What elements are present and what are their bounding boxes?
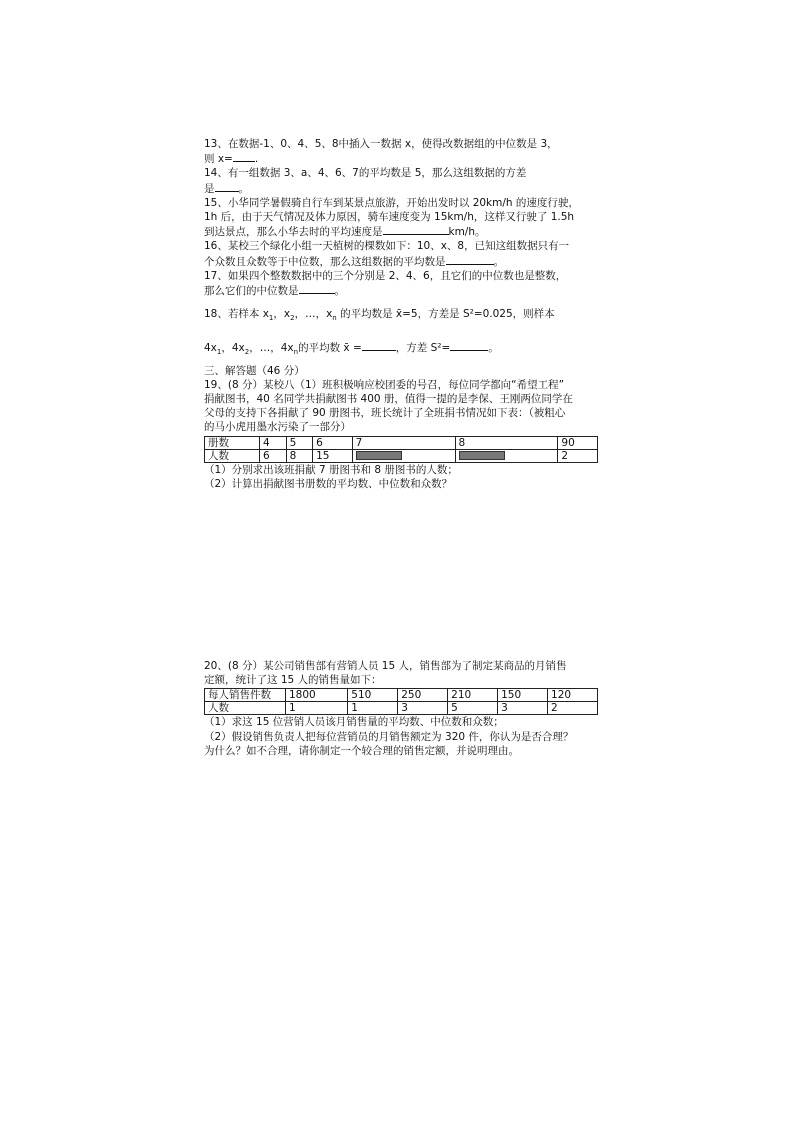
table-row: 人数 1 1 3 5 3 2 [205, 702, 598, 715]
table-row: 每人销售件数 1800 510 250 210 150 120 [205, 689, 598, 702]
ink-blot [459, 451, 505, 460]
question-20: 20、(8 分）某公司销售部有营销人员 15 人，销售部为了制定某商品的月销售 定额，统计了这 15 人的销售量如下： [204, 660, 567, 687]
table-row: 册数 4 5 6 7 8 90 [205, 436, 598, 449]
answer-blank [450, 340, 488, 351]
question-19-part2: （2）计算出捐献图书册数的平均数、中位数和众数？ [204, 477, 453, 490]
exam-page [204, 137, 598, 758]
question-20-part2: （2）假设销售负责人把每位营销员的月销售额定为 320 件，你认为是否合理？ 为什么？如不合理，请你制定一个较合理的销售定额，并说明理由。 [204, 730, 574, 757]
sales-table [204, 688, 598, 715]
answer-blank [215, 181, 239, 192]
question-17: 17、如果四个整数数据中的三个分别是 2、4、6，且它们的中位数也是整数， 那么它们的中位数是 。 [204, 269, 567, 298]
book-donation-table [204, 436, 598, 463]
question-20-part1: （1）求这 15 位营销人员该月销售量的平均数、中位数和众数； [204, 716, 504, 729]
question-19: 19、(8 分）某校八（1）班积极响应校团委的号召，每位同学都向“希望工程” 捐献图书，40 名同学共捐献图书 400 册，值得一提的是李保、王刚两位同学在 父母的支持下各捐献了 90 册图书，班长统计了全班捐书情况如下表：（被粗心 的马小虎用墨水污染了一部分） [204, 378, 573, 434]
answer-blank [362, 340, 396, 351]
answer-blank [233, 151, 255, 162]
ink-blot-cell [455, 449, 558, 462]
answer-blank [446, 254, 494, 265]
question-15: 15、小华同学暑假骑自行车到某景点旅游，开始出发时以 20km/h 的速度行驶， 1h 后，由于天气情况及体力原因，骑车速度变为 15km/h，这样又行驶了 1.5h 到达景点，那么小华去时的平均速度是 km/h。 [204, 196, 579, 239]
question-18: 18、若样本 $x_1$，$x_2$，…，$x_n$ 的平均数是 x̄=5，方差是 S²=0.025，则样本 [204, 308, 555, 323]
table-row: 人数 6 8 15 2 [205, 449, 598, 462]
question-18-line2: $4x_1$，$4x_2$，…，$4x_n$的平均数 x̄ = ，方差 S²= 。 [204, 342, 499, 357]
ink-blot-cell [352, 449, 455, 462]
question-16: 16、某校三个绿化小组一天植树的棵数如下：10、x、8，已知这组数据只有一 个众数且众数等于中位数，那么这组数据的平均数是 。 [204, 240, 570, 268]
question-13: 13、在数据-1、0、4、5、8中插入一数据 x，使得改数据组的中位数是 3， 则 x= . [204, 138, 558, 166]
answer-space [204, 491, 598, 659]
ink-blot [356, 451, 402, 460]
question-14: 14、有一组数据 3、a、4、6、7的平均数是 5，那么这组数据的方差 是 。 [204, 167, 527, 195]
section-heading: 三、解答题（46 分） [204, 364, 305, 377]
answer-blank [299, 283, 335, 294]
answer-blank [383, 224, 449, 235]
question-19-part1: （1）分别求出该班捐献 7 册图书和 8 册图书的人数； [204, 463, 458, 476]
